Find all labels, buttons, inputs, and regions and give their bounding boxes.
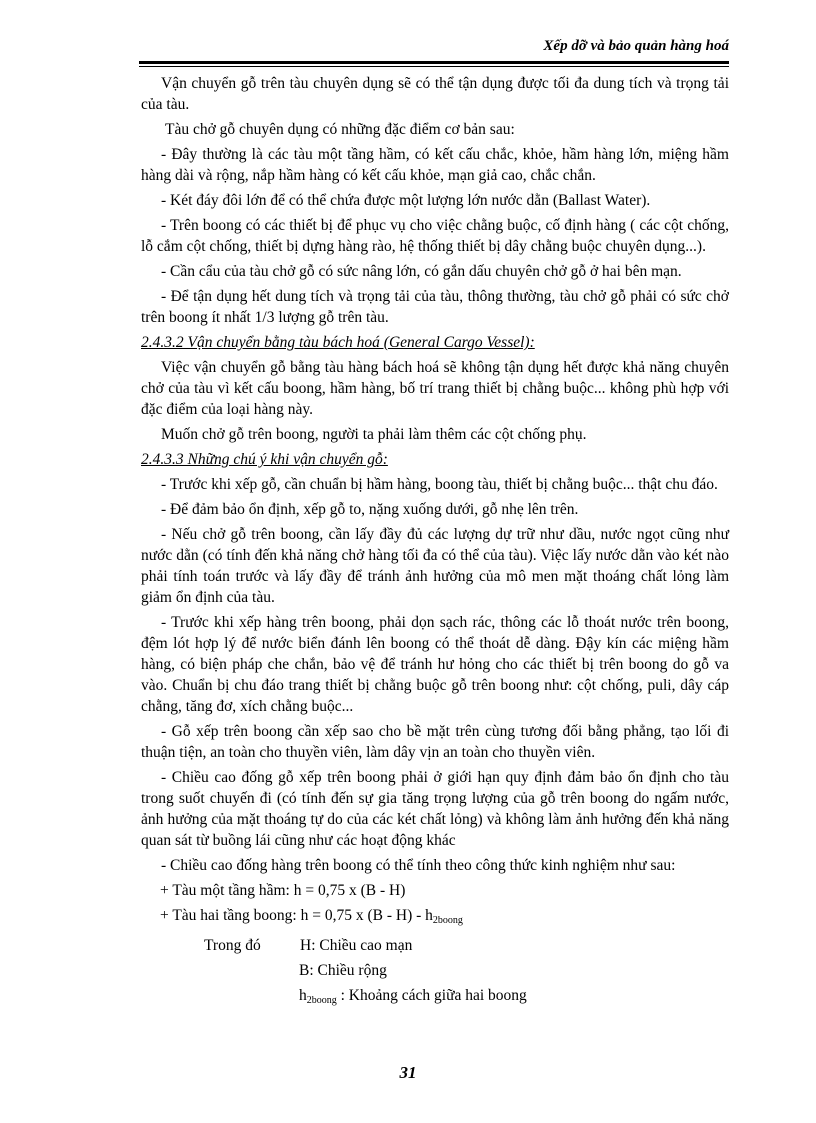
definition-row: [141, 935, 729, 956]
section-heading: 2.4.3.3 Những chú ý khi vận chuyển gỗ:: [141, 451, 388, 468]
formula-subscript: 2boong: [432, 915, 463, 926]
paragraph: Muốn chở gỗ trên boong, người ta phải làm thêm các cột chống phụ.: [161, 426, 587, 443]
paragraph: - Để đảm bảo ổn định, xếp gỗ to, nặng xuống dưới, gỗ nhẹ lên trên.: [161, 501, 579, 518]
paragraph: - Chiều cao đống hàng trên boong có thể tính theo công thức kinh nghiệm như sau:: [161, 857, 676, 874]
header-rule-thin: [139, 66, 729, 67]
paragraph: Việc vận chuyển gỗ bằng tàu hàng bách hoá sẽ không tận dụng hết được khả năng chuyên chở của tàu vì kết cấu boong, hầm hàng, bố trí trang thiết bị chằng buộc... không phù hợp với đặc điểm của loại hàng này.: [141, 359, 729, 418]
header-rule-thick: [139, 61, 729, 64]
formula-double-deck: [141, 905, 729, 931]
page-number: 31: [399, 1063, 417, 1082]
definition-text: : Khoảng cách giữa hai boong: [336, 987, 527, 1004]
paragraph: - Trước khi xếp gỗ, cần chuẩn bị hầm hàng, boong tàu, thiết bị chằng buộc... thật chu đáo.: [161, 476, 718, 493]
definition-h: H: Chiều cao mạn: [300, 937, 413, 954]
formula-single-deck: + Tàu một tầng hầm: h = 0,75 x (B - H): [160, 882, 406, 899]
paragraph: - Két đáy đôi lớn để có thể chứa được một lượng lớn nước dằn (Ballast Water).: [161, 192, 651, 209]
paragraph: Vận chuyển gỗ trên tàu chuyên dụng sẽ có thể tận dụng được tối đa dung tích và trọng tải của tàu.: [141, 75, 729, 113]
definition-b: B: Chiều rộng: [299, 962, 387, 979]
formula-text: + Tàu hai tầng boong: h = 0,75 x (B - H) - h: [160, 907, 433, 924]
paragraph: - Gỗ xếp trên boong cần xếp sao cho bề mặt trên cùng tương đối bằng phẳng, tạo lối đi thuận tiện, an toàn cho thuyền viên, làm dây vịn an toàn cho thuyền viên.: [141, 723, 729, 761]
symbol-h: h: [299, 987, 307, 1004]
symbol-subscript: 2boong: [306, 995, 337, 1006]
paragraph: - Đây thường là các tàu một tầng hầm, có kết cấu chắc, khỏe, hầm hàng lớn, miệng hầm hàng dài và rộng, nắp hầm hàng có kết cấu khỏe, mạn giả cao, chắc chắn.: [141, 146, 729, 184]
paragraph: - Chiều cao đống gỗ xếp trên boong phải ở giới hạn quy định đảm bảo ổn định cho tàu trong suốt chuyến đi (có tính đến sự gia tăng trọng lượng của gỗ trên boong do ngấm nước, ảnh hưởng của mặt thoáng tự do của các két chất lỏng) và không làm ảnh hưởng đến khả năng quan sát từ buồng lái cũng như các hoạt động khác: [141, 769, 729, 849]
paragraph: - Trước khi xếp hàng trên boong, phải dọn sạch rác, thông các lỗ thoát nước trên boong, đệm lót hợp lý để nước biển đánh lên boong có thể thoát dễ dàng. Đậy kín các miệng hầm hàng, có biện pháp che chắn, bảo vệ để tránh hư hỏng cho các thiết bị trên boong do gỗ va vào. Chuẩn bị chu đáo trang thiết bị chằng buộc gỗ trên boong như: cột chống, puli, dây cáp chằng, tăng đơ, xích chằng buộc...: [141, 614, 729, 715]
definition-h2boong: [141, 985, 729, 1011]
paragraph: - Để tận dụng hết dung tích và trọng tải của tàu, thông thường, tàu chở gỗ phải có sức chở trên boong ít nhất 1/3 lượng gỗ trên tàu.: [141, 288, 729, 326]
running-header: Xếp dỡ và bảo quản hàng hoá: [543, 38, 729, 54]
paragraph: Tàu chở gỗ chuyên dụng có những đặc điểm cơ bản sau:: [165, 121, 515, 138]
paragraph: - Cần cẩu của tàu chở gỗ có sức nâng lớn, có gắn dấu chuyên chở gỗ ở hai bên mạn.: [161, 263, 682, 280]
paragraph: - Trên boong có các thiết bị để phục vụ cho việc chằng buộc, cố định hàng ( các cột chống, lỗ cắm cột chống, thiết bị dựng hàng rào, hệ thống thiết bị dây chằng buộc chuyên dụng...).: [141, 217, 729, 255]
section-heading: 2.4.3.2 Vận chuyển bằng tàu bách hoá (General Cargo Vessel):: [141, 334, 535, 351]
where-label: Trong đó: [204, 937, 261, 954]
paragraph: - Nếu chở gỗ trên boong, cần lấy đầy đủ các lượng dự trữ như dầu, nước ngọt cũng như nước dằn (có tính đến khả năng chở hàng tối đa có thể của tàu). Việc lấy nước dằn vào két nào phải tính toán trước và lấy đầy để tránh ảnh hưởng của mô men mặt thoáng chất lỏng làm giảm ổn định của tàu.: [141, 526, 729, 606]
page-body: [141, 73, 729, 1015]
